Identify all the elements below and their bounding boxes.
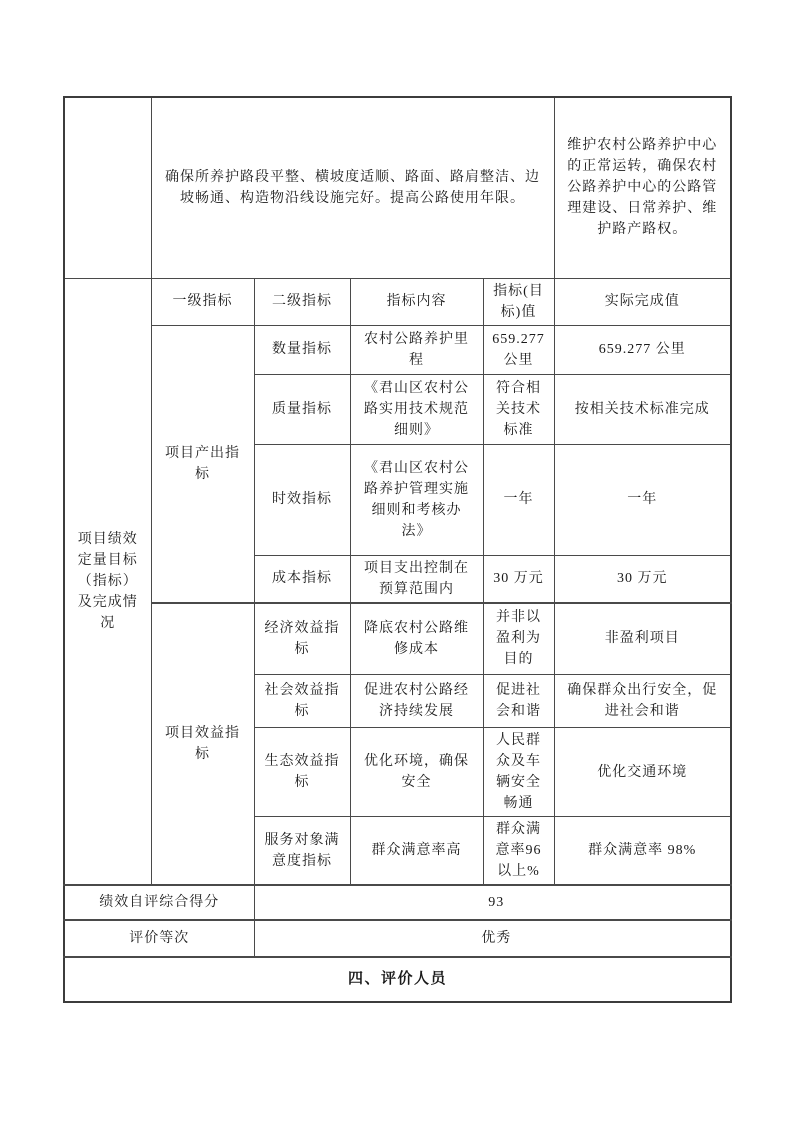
indicator-content: 项目支出控制在预算范围内: [350, 555, 483, 603]
indicator-actual: 确保群众出行安全，促进社会和谐: [554, 675, 731, 728]
indicator-actual: 659.277 公里: [554, 325, 731, 374]
indicator-content: 《君山区农村公路养护管理实施细则和考核办法》: [350, 444, 483, 555]
score-value: 93: [254, 885, 731, 920]
carryover-empty-cell: [64, 97, 151, 278]
grade-label: 评价等次: [64, 920, 254, 957]
grade-value: 优秀: [254, 920, 731, 957]
table-row-score: [64, 885, 731, 920]
indicator-target: 符合相关技术标准: [483, 374, 554, 444]
indicator-level2: 服务对象满意度指标: [254, 817, 350, 886]
header-actual-value: 实际完成值: [554, 278, 731, 325]
table-row-carryover: [64, 97, 731, 278]
section-heading: 四、评价人员: [64, 957, 731, 1002]
indicator-actual: 群众满意率 98%: [554, 817, 731, 886]
indicator-level2: 成本指标: [254, 555, 350, 603]
performance-evaluation-table: [63, 96, 732, 1003]
goal-summary-cell: 确保所养护路段平整、横坡度适顺、路面、路肩整洁、边坡畅通、构造物沿线设施完好。提高公路使用年限。: [151, 97, 554, 278]
indicator-target: 人民群众及车辆安全畅通: [483, 728, 554, 817]
indicator-target: 并非以盈利为目的: [483, 603, 554, 675]
group-label-output: 项目产出指标: [151, 325, 254, 603]
indicator-level2: 时效指标: [254, 444, 350, 555]
indicator-content: 群众满意率高: [350, 817, 483, 886]
indicator-content: 《君山区农村公路实用技术规范细则》: [350, 374, 483, 444]
header-target-value: 指标(目标)值: [483, 278, 554, 325]
indicator-content: 促进农村公路经济持续发展: [350, 675, 483, 728]
actual-summary-cell: 维护农村公路养护中心的正常运转，确保农村公路养护中心的公路管理建设、日常养护、维护路产路权。: [554, 97, 731, 278]
indicator-actual: 一年: [554, 444, 731, 555]
header-indicator-content: 指标内容: [350, 278, 483, 325]
table-row: [64, 603, 731, 675]
indicator-target: 群众满意率96以上%: [483, 817, 554, 886]
score-label: 绩效自评综合得分: [64, 885, 254, 920]
indicator-content: 优化环境，确保安全: [350, 728, 483, 817]
indicator-target: 659.277 公里: [483, 325, 554, 374]
indicator-actual: 30 万元: [554, 555, 731, 603]
indicator-actual: 优化交通环境: [554, 728, 731, 817]
table-row-header: [64, 278, 731, 325]
indicator-target: 30 万元: [483, 555, 554, 603]
quant-section-label: 项目绩效定量目标（指标）及完成情况: [64, 278, 151, 885]
indicator-level2: 社会效益指标: [254, 675, 350, 728]
indicator-target: 一年: [483, 444, 554, 555]
indicator-level2: 质量指标: [254, 374, 350, 444]
indicator-level2: 数量指标: [254, 325, 350, 374]
indicator-target: 促进社会和谐: [483, 675, 554, 728]
header-level1-indicator: 一级指标: [151, 278, 254, 325]
indicator-content: 农村公路养护里程: [350, 325, 483, 374]
table-row-grade: [64, 920, 731, 957]
indicator-level2: 生态效益指标: [254, 728, 350, 817]
table-row: [64, 325, 731, 374]
header-level2-indicator: 二级指标: [254, 278, 350, 325]
table-row-section-heading: [64, 957, 731, 1002]
indicator-actual: 非盈利项目: [554, 603, 731, 675]
indicator-actual: 按相关技术标准完成: [554, 374, 731, 444]
group-label-benefit: 项目效益指标: [151, 603, 254, 886]
indicator-content: 降底农村公路维修成本: [350, 603, 483, 675]
indicator-level2: 经济效益指标: [254, 603, 350, 675]
